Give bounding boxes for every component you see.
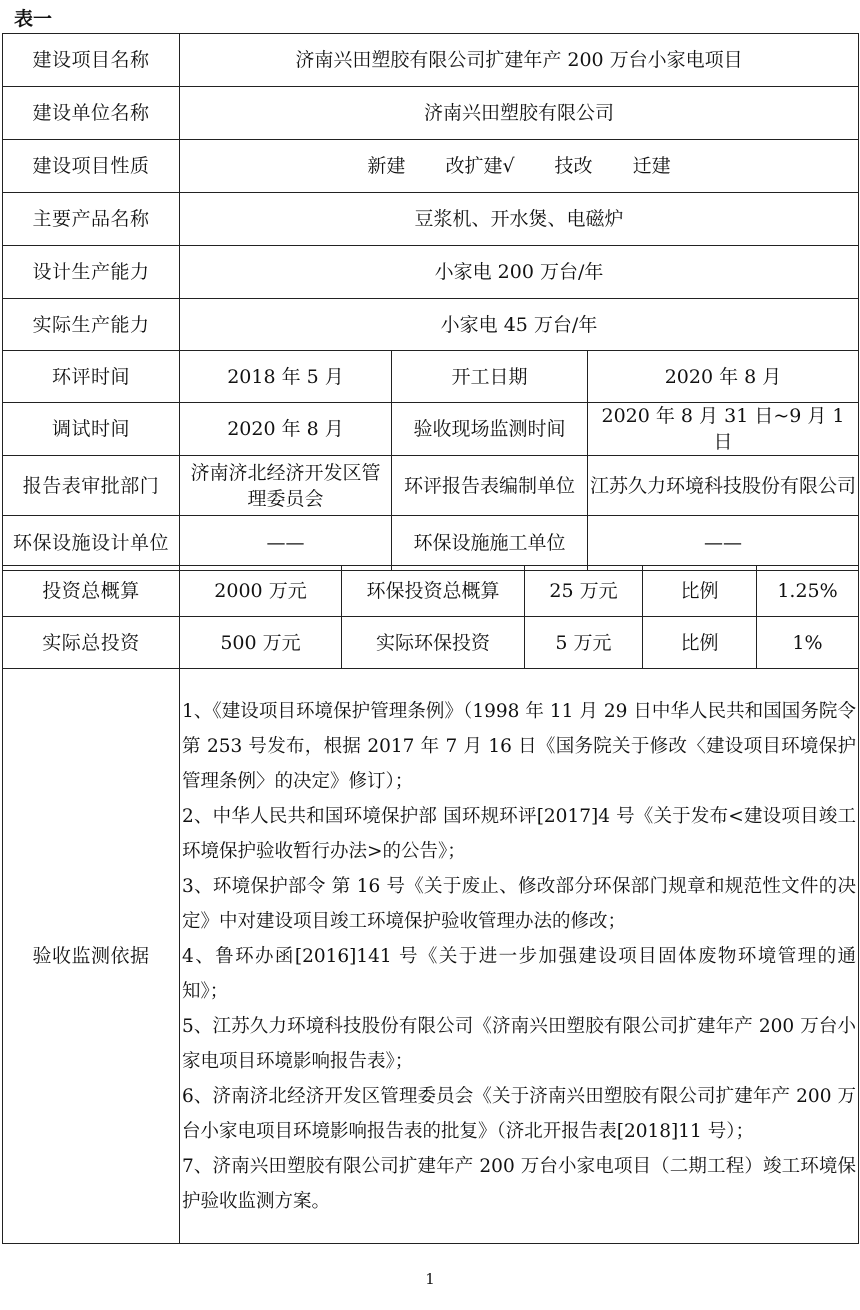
label-project-name: 建设项目名称 xyxy=(3,34,180,87)
value-main-products: 豆浆机、开水煲、电磁炉 xyxy=(180,193,859,246)
table-title: 表一 xyxy=(14,8,53,30)
value-project-nature xyxy=(180,140,859,193)
row-design-unit xyxy=(3,516,859,571)
row-actual-investment xyxy=(3,617,859,669)
value-eia-time: 2018 年 5 月 xyxy=(180,351,392,403)
row-debug-time xyxy=(3,403,859,456)
project-info-table xyxy=(2,33,859,571)
row-unit-name xyxy=(3,87,859,140)
value-eia-report-unit: 江苏久力环境科技股份有限公司 xyxy=(588,456,859,516)
nature-option-expansion: 改扩建√ xyxy=(445,155,515,177)
basis-item-5: 5、江苏久力环境科技股份有限公司《济南兴田塑胶有限公司扩建年产 200 万台小家电项目环境影响报告表》； xyxy=(182,1015,856,1072)
value-ratio-actual: 1% xyxy=(757,617,859,669)
label-main-products: 主要产品名称 xyxy=(3,193,180,246)
label-eia-time: 环评时间 xyxy=(3,351,180,403)
label-project-nature: 建设项目性质 xyxy=(3,140,180,193)
row-main-products xyxy=(3,193,859,246)
label-actual-env-investment: 实际环保投资 xyxy=(342,617,525,669)
value-start-date: 2020 年 8 月 xyxy=(588,351,859,403)
basis-item-2: 2、中华人民共和国环境保护部 国环规环评[2017]4 号《关于发布<建设项目竣工环境保护验收暂行办法>的公告》； xyxy=(182,805,856,862)
investment-table xyxy=(2,565,859,1244)
page-number: 1 xyxy=(425,1270,435,1288)
value-approval-dept: 济南济北经济开发区管理委员会 xyxy=(180,456,392,516)
label-actual-investment: 实际总投资 xyxy=(3,617,180,669)
row-project-name xyxy=(3,34,859,87)
label-start-date: 开工日期 xyxy=(392,351,588,403)
value-project-name: 济南兴田塑胶有限公司扩建年产 200 万台小家电项目 xyxy=(180,34,859,87)
nature-option-renovation: 技改 xyxy=(554,155,593,177)
label-eia-report-unit: 环评报告表编制单位 xyxy=(392,456,588,516)
value-env-budget: 25 万元 xyxy=(525,566,643,617)
basis-item-4: 4、鲁环办函[2016]141 号《关于进一步加强建设项目固体废物环境管理的通知》； xyxy=(182,945,856,1002)
label-construction-unit: 环保设施施工单位 xyxy=(392,516,588,571)
label-unit-name: 建设单位名称 xyxy=(3,87,180,140)
row-budget xyxy=(3,566,859,617)
value-actual-capacity: 小家电 45 万台/年 xyxy=(180,299,859,351)
value-unit-name: 济南兴田塑胶有限公司 xyxy=(180,87,859,140)
row-design-capacity xyxy=(3,246,859,299)
row-basis xyxy=(3,669,859,1244)
value-debug-time: 2020 年 8 月 xyxy=(180,403,392,456)
label-ratio-actual: 比例 xyxy=(643,617,757,669)
basis-list xyxy=(180,669,859,1244)
label-ratio-budget: 比例 xyxy=(643,566,757,617)
label-actual-capacity: 实际生产能力 xyxy=(3,299,180,351)
label-debug-time: 调试时间 xyxy=(3,403,180,456)
value-actual-investment: 500 万元 xyxy=(180,617,342,669)
label-approval-dept: 报告表审批部门 xyxy=(3,456,180,516)
value-actual-env-investment: 5 万元 xyxy=(525,617,643,669)
label-design-unit: 环保设施设计单位 xyxy=(3,516,180,571)
label-env-budget: 环保投资总概算 xyxy=(342,566,525,617)
value-total-budget: 2000 万元 xyxy=(180,566,342,617)
row-approval-dept xyxy=(3,456,859,516)
basis-item-3: 3、环境保护部令 第 16 号《关于废止、修改部分环保部门规章和规范性文件的决定》中对建设项目竣工环境保护验收管理办法的修改； xyxy=(182,875,856,932)
basis-item-6: 6、济南济北经济开发区管理委员会《关于济南兴田塑胶有限公司扩建年产 200 万台小家电项目环境影响报告表的批复》（济北开报告表[2018]11 号）； xyxy=(182,1085,856,1142)
label-basis: 验收监测依据 xyxy=(3,669,180,1244)
row-project-nature xyxy=(3,140,859,193)
basis-item-7: 7、济南兴田塑胶有限公司扩建年产 200 万台小家电项目（二期工程）竣工环境保护验收监测方案。 xyxy=(182,1155,856,1212)
basis-item-1: 1、《建设项目环境保护管理条例》（1998 年 11 月 29 日中华人民共和国国务院令第 253 号发布，根据 2017 年 7 月 16 日《国务院关于修改〈建设项目环境保护管理条例〉的决定》修订）； xyxy=(182,700,856,792)
row-actual-capacity xyxy=(3,299,859,351)
label-design-capacity: 设计生产能力 xyxy=(3,246,180,299)
value-ratio-budget: 1.25% xyxy=(757,566,859,617)
nature-option-relocation: 迁建 xyxy=(632,155,671,177)
row-eia-time xyxy=(3,351,859,403)
value-monitoring-time: 2020 年 8 月 31 日~9 月 1 日 xyxy=(588,403,859,456)
label-total-budget: 投资总概算 xyxy=(3,566,180,617)
value-design-capacity: 小家电 200 万台/年 xyxy=(180,246,859,299)
value-design-unit: —— xyxy=(180,516,392,571)
label-monitoring-time: 验收现场监测时间 xyxy=(392,403,588,456)
value-construction-unit: —— xyxy=(588,516,859,571)
nature-option-new: 新建 xyxy=(367,155,406,177)
